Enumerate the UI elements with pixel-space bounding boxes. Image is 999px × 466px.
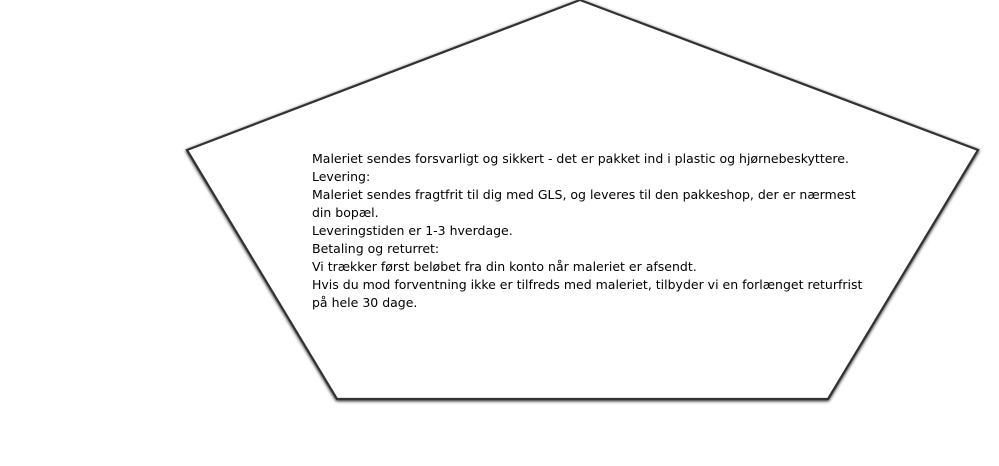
text-line-return-cont: på hele 30 dage. bbox=[312, 295, 418, 310]
text-line-return: Hvis du mod forventning ikke er tilfreds med maleriet, tilbyder vi en forlænget returfrist bbox=[312, 277, 863, 292]
text-line-shipping: Maleriet sendes forsvarligt og sikkert - det er pakket ind i plastic og hjørnebeskyttere. bbox=[312, 151, 849, 166]
delivery-info-text bbox=[312, 150, 872, 312]
text-line-delivery-gls: Maleriet sendes fragtfrit til dig med GLS, og leveres til den pakkeshop, der er nærmest bbox=[312, 187, 856, 202]
text-line-payment: Vi trækker først beløbet fra din konto når maleriet er afsendt. bbox=[312, 259, 697, 274]
text-line-delivery-heading: Levering: bbox=[312, 169, 371, 184]
text-line-delivery-gls-cont: din bopæl. bbox=[312, 205, 379, 220]
text-line-delivery-time: Leveringstiden er 1-3 hverdage. bbox=[312, 223, 513, 238]
text-line-payment-heading: Betaling og returret: bbox=[312, 241, 440, 256]
